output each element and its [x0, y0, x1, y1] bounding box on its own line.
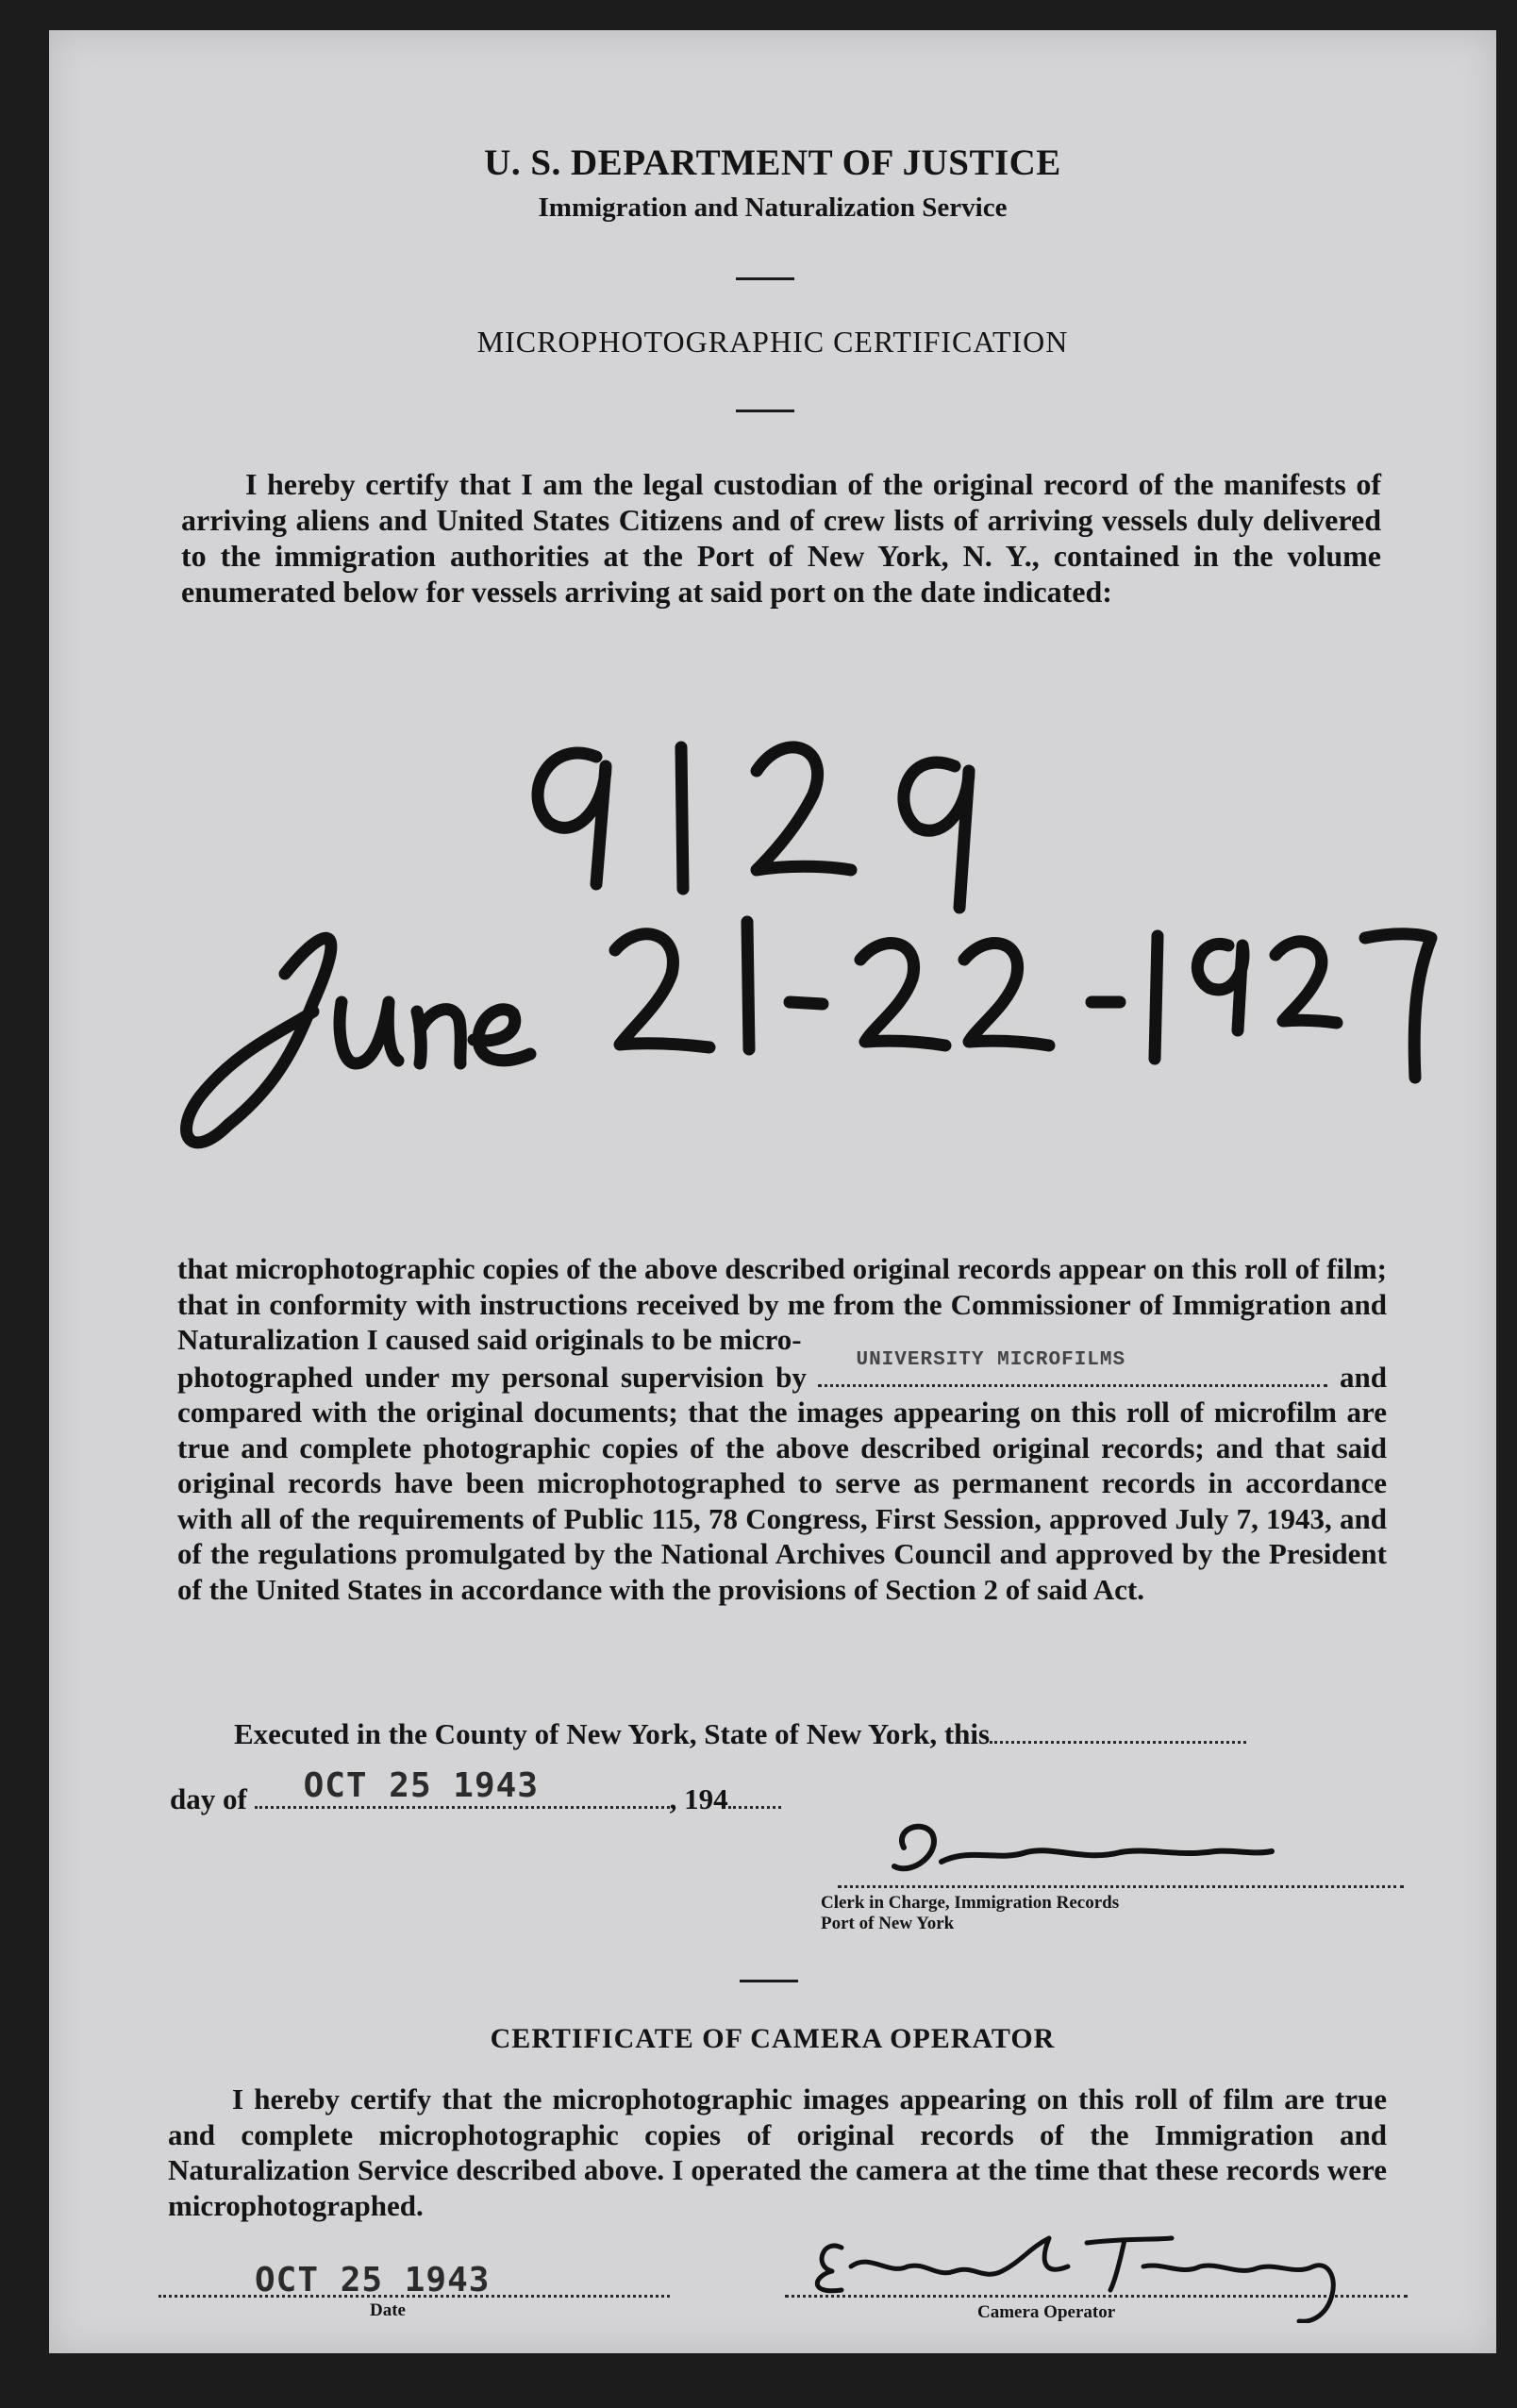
- date-field: [255, 1766, 670, 1809]
- document-page: [49, 30, 1496, 2353]
- divider: [740, 1980, 798, 1982]
- operator-paragraph: I hereby certify that the microphotographic images appearing on this roll of film are true and complete microphotographic copies of original records of the Immigration and Naturalization Service described above. I operated the camera at the time that these records were microphotographed.: [168, 2082, 1387, 2222]
- divider: [736, 277, 794, 280]
- clerk-signature-line: [838, 1810, 1404, 1888]
- divider: [736, 410, 794, 412]
- section-title: MICROPHOTOGRAPHIC CERTIFICATION: [476, 325, 1069, 359]
- supervisor-typed-stamp: UNIVERSITY MICROFILMS: [856, 1348, 1126, 1371]
- supervision-label: photographed under my personal supervision by: [177, 1360, 807, 1394]
- day-of-label: day of: [170, 1782, 247, 1815]
- body-remainder: and compared with the original documents; that the images appearing on this roll of microfilm are true and complete photographic copies of the above described original records; and that said original records have been microphotographed to serve as permanent records in accordance with all of the requirements of Public 115, 78 Congress, First Session, approved July 7, 1943, and of the regulations promulgated by the National Archives Council and approved by the President of the United States in accordance with the provisions of Section 2 of said Act.: [177, 1360, 1388, 1606]
- year-prefix: , 194: [669, 1782, 728, 1815]
- date-label: Date: [370, 2300, 406, 2320]
- operator-signature-line: [785, 2219, 1408, 2298]
- clerk-location: Port of New York: [821, 1914, 955, 1933]
- service-subheading: Immigration and Naturalization Service: [538, 192, 1008, 223]
- executed-line: [234, 1717, 1246, 1751]
- day-field: [990, 1722, 1246, 1744]
- year-field: [728, 1787, 781, 1809]
- operator-section-title: CERTIFICATE OF CAMERA OPERATOR: [490, 2023, 1056, 2054]
- operator-date-field: [158, 2257, 670, 2298]
- executed-text: Executed in the County of New York, State of New York, this: [234, 1717, 991, 1750]
- clerk-signature: [838, 1810, 1404, 1885]
- day-of-line: [170, 1766, 781, 1816]
- clerk-title: Clerk in Charge, Immigration Records: [821, 1893, 1120, 1913]
- certification-paragraph: I hereby certify that I am the legal custodian of the original record of the manifests of arriving aliens and United States Citizens and of crew lists of arriving vessels duly delivered to the immigration authorities at the Port of New York, N. Y., contained in the volume enumerated below for vessels arriving at said port on the date indicated:: [181, 467, 1381, 609]
- executed-date-stamp: OCT 25 1943: [303, 1766, 539, 1805]
- department-heading: U. S. DEPARTMENT OF JUSTICE: [484, 142, 1061, 183]
- operator-date-stamp: OCT 25 1943: [255, 2261, 491, 2299]
- supervisor-field: [818, 1348, 1327, 1387]
- handwritten-volume-and-date: [106, 691, 1464, 1219]
- body-intro: that microphotographic copies of the above described original records appear on this roll of film; that in conformity with instructions received by me from the Commissioner of Immigration and Naturalization I caused said originals to be micro-: [177, 1252, 1387, 1356]
- operator-label: Camera Operator: [977, 2302, 1116, 2322]
- body-paragraph: [177, 1251, 1387, 1607]
